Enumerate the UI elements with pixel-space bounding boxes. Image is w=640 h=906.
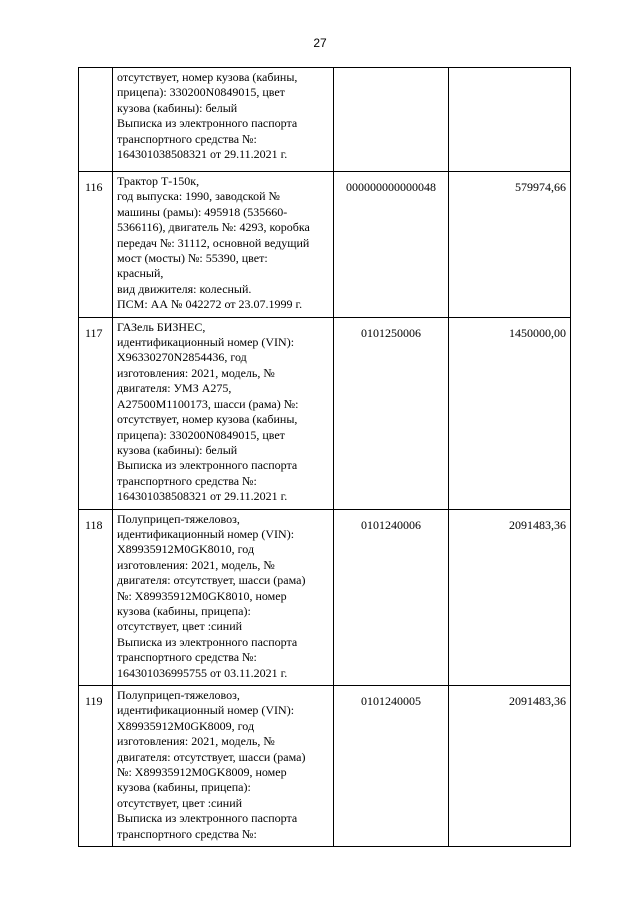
row-number: 118 (79, 509, 113, 685)
description-line: 164301038508321 от 29.11.2021 г. (117, 147, 288, 162)
table-row (79, 686, 571, 847)
description-line: кузова (кабины, прицепа): (117, 603, 251, 618)
description-line: изготовления: 2021, модель, № (117, 557, 275, 572)
description-line: Полуприцеп-тяжеловоз, (117, 511, 240, 526)
description-line: идентификационный номер (VIN): (117, 526, 295, 541)
table-row (79, 172, 571, 318)
description-line: мост (мосты) №: 55390, цвет: (117, 251, 268, 266)
row-number: 116 (79, 172, 113, 318)
description-line: X96330270N2854436, год (117, 350, 247, 365)
description-line: отсутствует, цвет :синий (117, 619, 243, 634)
asset-table (78, 67, 571, 847)
row-inventory-number: 0101240005 (334, 686, 449, 847)
row-number: 119 (79, 686, 113, 847)
description-line: А27500М1100173, шасси (рама) №: (117, 396, 299, 411)
description-line: X89935912M0GK8009, год (117, 718, 255, 733)
description-line: прицепа): 330200N0849015, цвет (117, 427, 285, 442)
asset-table-body (79, 68, 571, 847)
row-inventory-number: 000000000000048 (334, 172, 449, 318)
row-description (113, 686, 334, 847)
description-line: изготовления: 2021, модель, № (117, 734, 275, 749)
description-line: красный, (117, 266, 164, 281)
description-line: Выписка из электронного паспорта (117, 811, 298, 826)
page-number: 27 (313, 36, 327, 50)
row-value: 2091483,36 (449, 509, 571, 685)
row-description (113, 68, 334, 172)
description-line: кузова (кабины): белый (117, 442, 238, 457)
description-line: ГАЗель БИЗНЕС, (117, 319, 206, 334)
description-line: №: X89935912M0GK8010, номер (117, 588, 287, 603)
description-line: кузова (кабины): белый (117, 100, 238, 115)
description-line: X89935912M0GK8010, год (117, 542, 255, 557)
description-line: 5366116), двигатель №: 4293, коробка (117, 220, 310, 235)
row-value: 2091483,36 (449, 686, 571, 847)
row-inventory-number (334, 68, 449, 172)
description-line: двигателя: УМЗ А275, (117, 381, 232, 396)
description-line: Выписка из электронного паспорта (117, 458, 298, 473)
description-line: вид движителя: колесный. (117, 281, 252, 296)
description-line: кузова (кабины, прицепа): (117, 780, 251, 795)
row-number (79, 68, 113, 172)
table-row (79, 509, 571, 685)
description-line: двигателя: отсутствует, шасси (рама) (117, 573, 306, 588)
row-description (113, 317, 334, 509)
row-inventory-number: 0101250006 (334, 317, 449, 509)
description-line: изготовления: 2021, модель, № (117, 365, 275, 380)
description-line: транспортного средства №: (117, 650, 257, 665)
description-line: ПСМ: АА № 042272 от 23.07.1999 г. (117, 297, 303, 312)
description-line: идентификационный номер (VIN): (117, 335, 295, 350)
description-line: транспортного средства №: (117, 473, 257, 488)
row-inventory-number: 0101240006 (334, 509, 449, 685)
description-line: транспортного средства №: (117, 131, 257, 146)
row-description (113, 509, 334, 685)
description-line: транспортного средства №: (117, 826, 257, 841)
description-line: машины (рамы): 495918 (535660- (117, 204, 288, 219)
row-value: 1450000,00 (449, 317, 571, 509)
description-line: отсутствует, номер кузова (кабины, (117, 412, 298, 427)
description-line: 164301036995755 от 03.11.2021 г. (117, 665, 288, 680)
description-line: идентификационный номер (VIN): (117, 703, 295, 718)
description-line: №: X89935912M0GK8009, номер (117, 765, 287, 780)
description-line: Выписка из электронного паспорта (117, 634, 298, 649)
description-line: Выписка из электронного паспорта (117, 116, 298, 131)
description-line: год выпуска: 1990, заводской № (117, 189, 280, 204)
row-description (113, 172, 334, 318)
description-line: двигателя: отсутствует, шасси (рама) (117, 749, 306, 764)
row-value: 579974,66 (449, 172, 571, 318)
description-line: Полуприцеп-тяжеловоз, (117, 688, 240, 702)
table-row (79, 68, 571, 172)
row-value (449, 68, 571, 172)
description-line: передач №: 31112, основной ведущий (117, 235, 310, 250)
description-line: Трактор Т-150к, (117, 174, 200, 188)
description-line: прицепа): 330200N0849015, цвет (117, 85, 285, 100)
description-line: 164301038508321 от 29.11.2021 г. (117, 489, 288, 504)
table-row (79, 317, 571, 509)
description-line: отсутствует, цвет :синий (117, 795, 243, 810)
row-number: 117 (79, 317, 113, 509)
description-line: отсутствует, номер кузова (кабины, (117, 70, 298, 84)
